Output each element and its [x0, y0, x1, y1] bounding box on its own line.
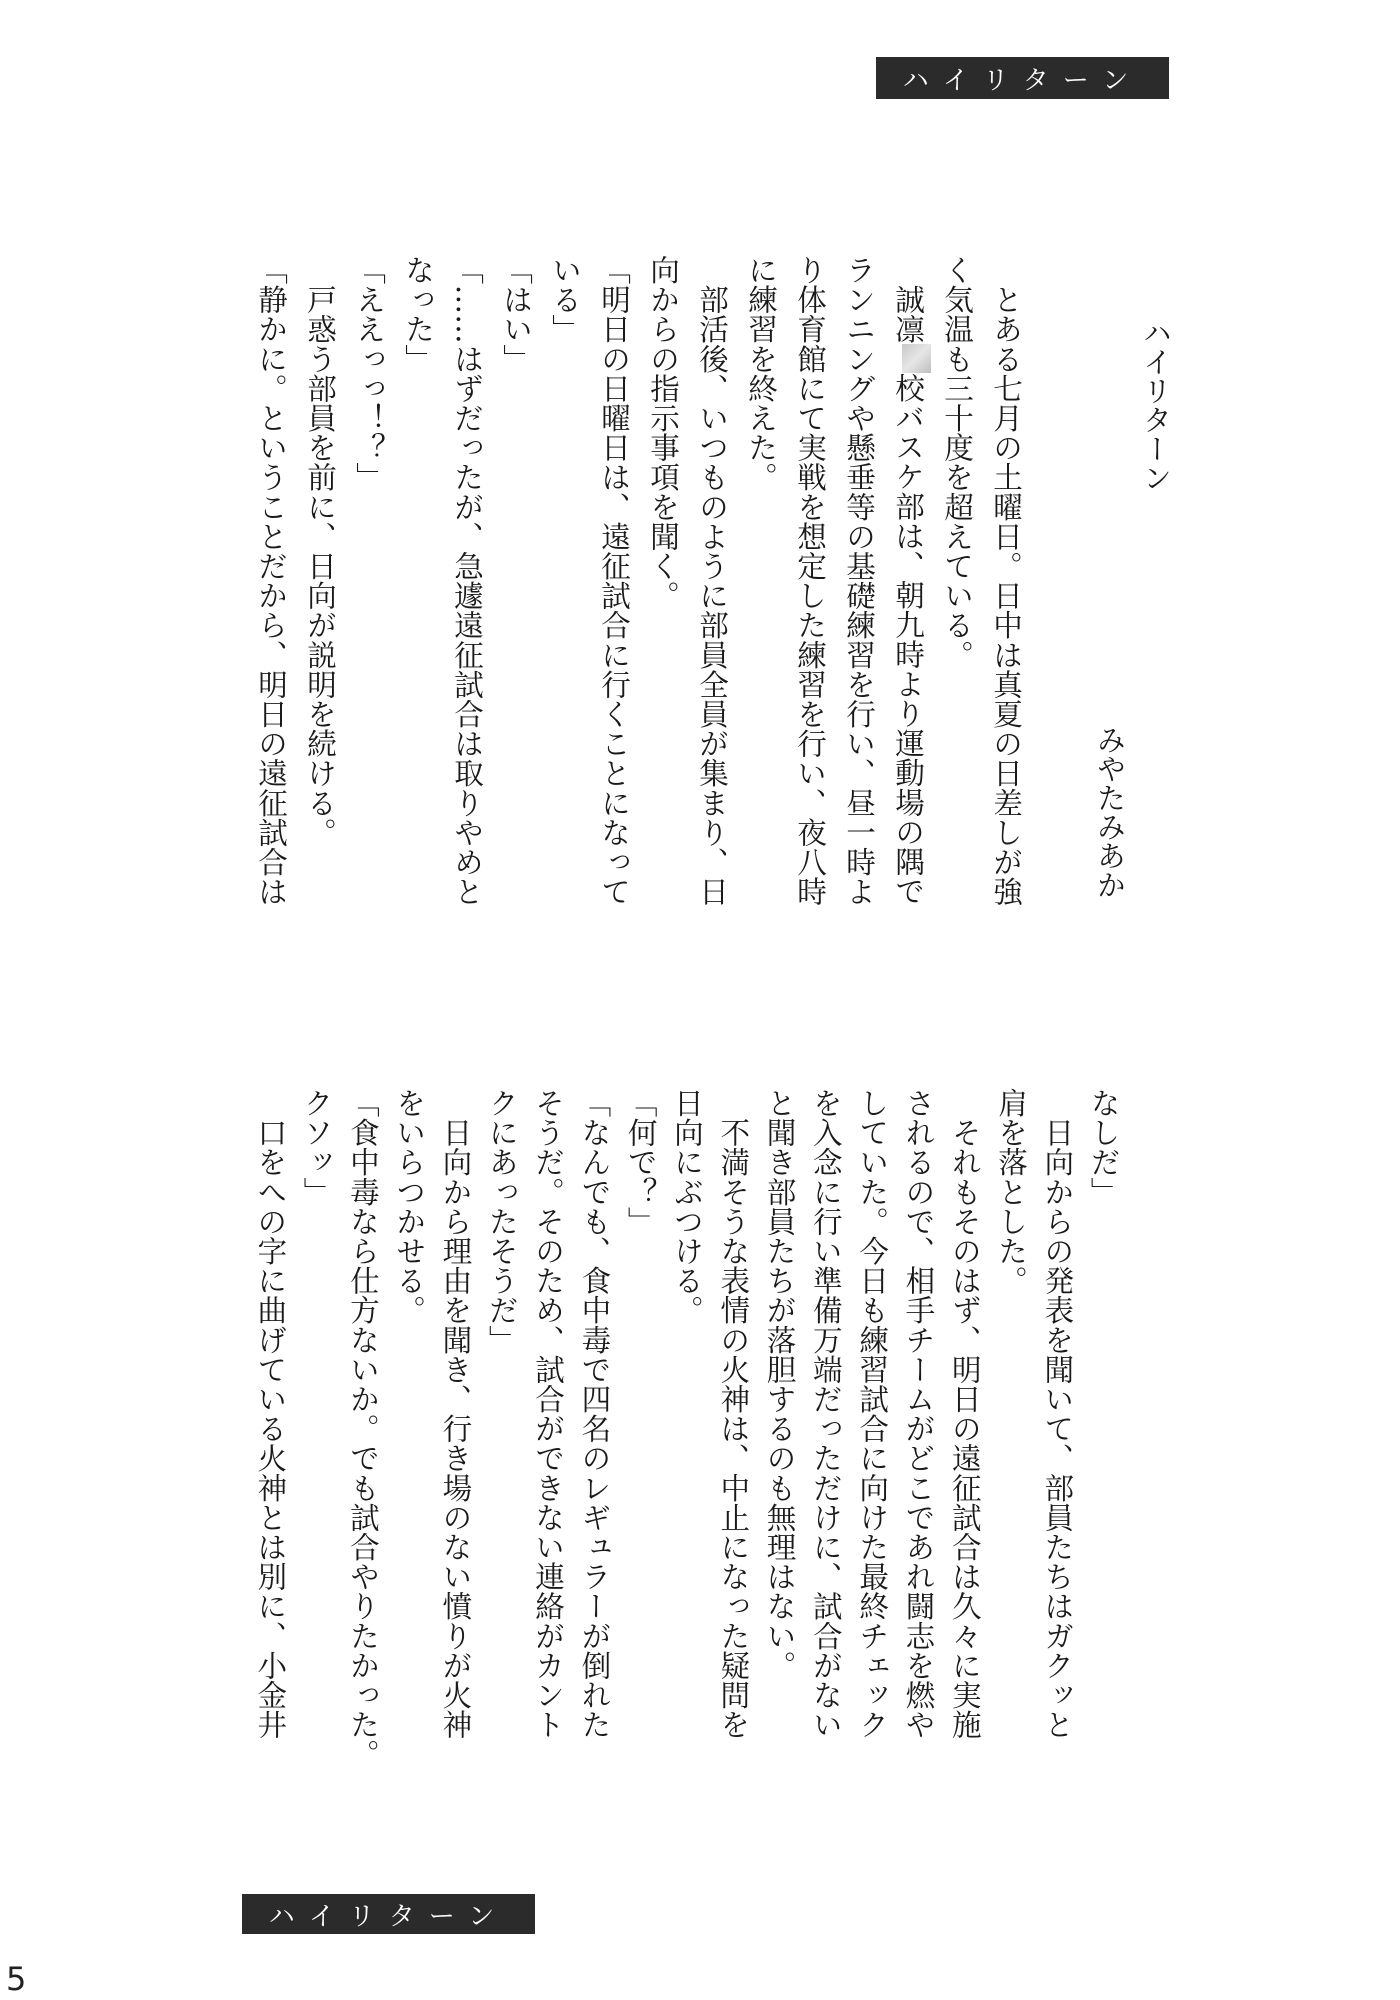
- text-fragment: 誠凛: [891, 255, 925, 344]
- text-line: 「ええっっ！？」: [352, 255, 386, 492]
- body-text-top: [246, 255, 1030, 906]
- text-line: なった」: [401, 255, 435, 374]
- text-line: そうだ。そのため、試合ができない連絡がカント: [531, 1088, 566, 1740]
- text-line: 「なんでも、食中毒で四名のレギュラーが倒れた: [577, 1088, 612, 1740]
- text-line: 「食中毒なら仕方ないか。でも試合やりたかった。: [345, 1088, 380, 1769]
- text-line: く気温も三十度を超えている。: [940, 255, 974, 670]
- text-line: されるので、相手チームがどこであれ闘志を燃や: [901, 1088, 936, 1740]
- page-number: 5: [6, 1960, 27, 1998]
- text-line: 日向からの発表を聞いて、部員たちはガクッと: [1040, 1088, 1075, 1740]
- text-line: に練習を終えた。: [744, 255, 778, 492]
- text-line: それもそのはず、明日の遠征試合は久々に実施: [947, 1088, 982, 1740]
- text-line: を入念に行い準備万端だっただけに、試合がない: [808, 1088, 843, 1740]
- text-line: 「明日の日曜日は、遠征試合に行くことになって: [597, 255, 631, 907]
- text-line: [883, 255, 932, 906]
- text-line: 部活後、いつものように部員全員が集まり、日: [695, 255, 729, 907]
- text-line: をいらつかせる。: [392, 1088, 427, 1325]
- text-line: とある七月の土曜日。日中は真夏の日差しが強: [989, 255, 1023, 907]
- text-line: クソッ」: [299, 1088, 334, 1207]
- text-line: り体育館にて実戦を想定した練習を行い、夜八時: [793, 255, 827, 907]
- text-line: クにあったそうだ」: [484, 1088, 519, 1355]
- body-text-bottom: [247, 1088, 1127, 1769]
- text-fragment: 校バスケ部は、朝九時より運動場の隅で: [891, 372, 925, 906]
- text-line: 戸惑う部員を前に、日向が説明を続ける。: [303, 255, 337, 847]
- text-line: 不満そうな表情の火神は、中止になった疑問を: [716, 1088, 751, 1740]
- text-line: 日向にぶつける。: [669, 1088, 704, 1325]
- story-title: ハイリターン: [1139, 318, 1173, 492]
- text-line: していた。今日も練習試合に向けた最終チェック: [855, 1088, 890, 1740]
- text-line: 肩を落とした。: [994, 1088, 1029, 1296]
- text-line: ランニングや懸垂等の基礎練習を行い、昼一時よ: [842, 255, 876, 907]
- text-line: 日向から理由を聞き、行き場のない憤りが火神: [438, 1088, 473, 1740]
- text-line: 「……はずだったが、急遽遠征試合は取りやめと: [450, 255, 484, 907]
- text-line: と聞き部員たちが落胆するのも無理はない。: [762, 1088, 797, 1680]
- running-header-top: ハイリターン: [876, 57, 1169, 99]
- text-line: 「はい」: [499, 255, 533, 374]
- text-line: いる」: [548, 255, 582, 344]
- text-line: 「何で？」: [623, 1088, 658, 1236]
- author-name: みやたみあか: [1093, 725, 1127, 899]
- text-line: 口をへの字に曲げている火神とは別に、小金井: [253, 1088, 288, 1740]
- text-line: なしだ」: [1086, 1088, 1121, 1207]
- text-line: 向からの指示事項を聞く。: [646, 255, 680, 611]
- censored-mosaic: [902, 344, 931, 373]
- running-header-bottom: ハイリターン: [242, 1894, 535, 1934]
- text-line: 「静かに。ということだから、明日の遠征試合は: [254, 255, 288, 907]
